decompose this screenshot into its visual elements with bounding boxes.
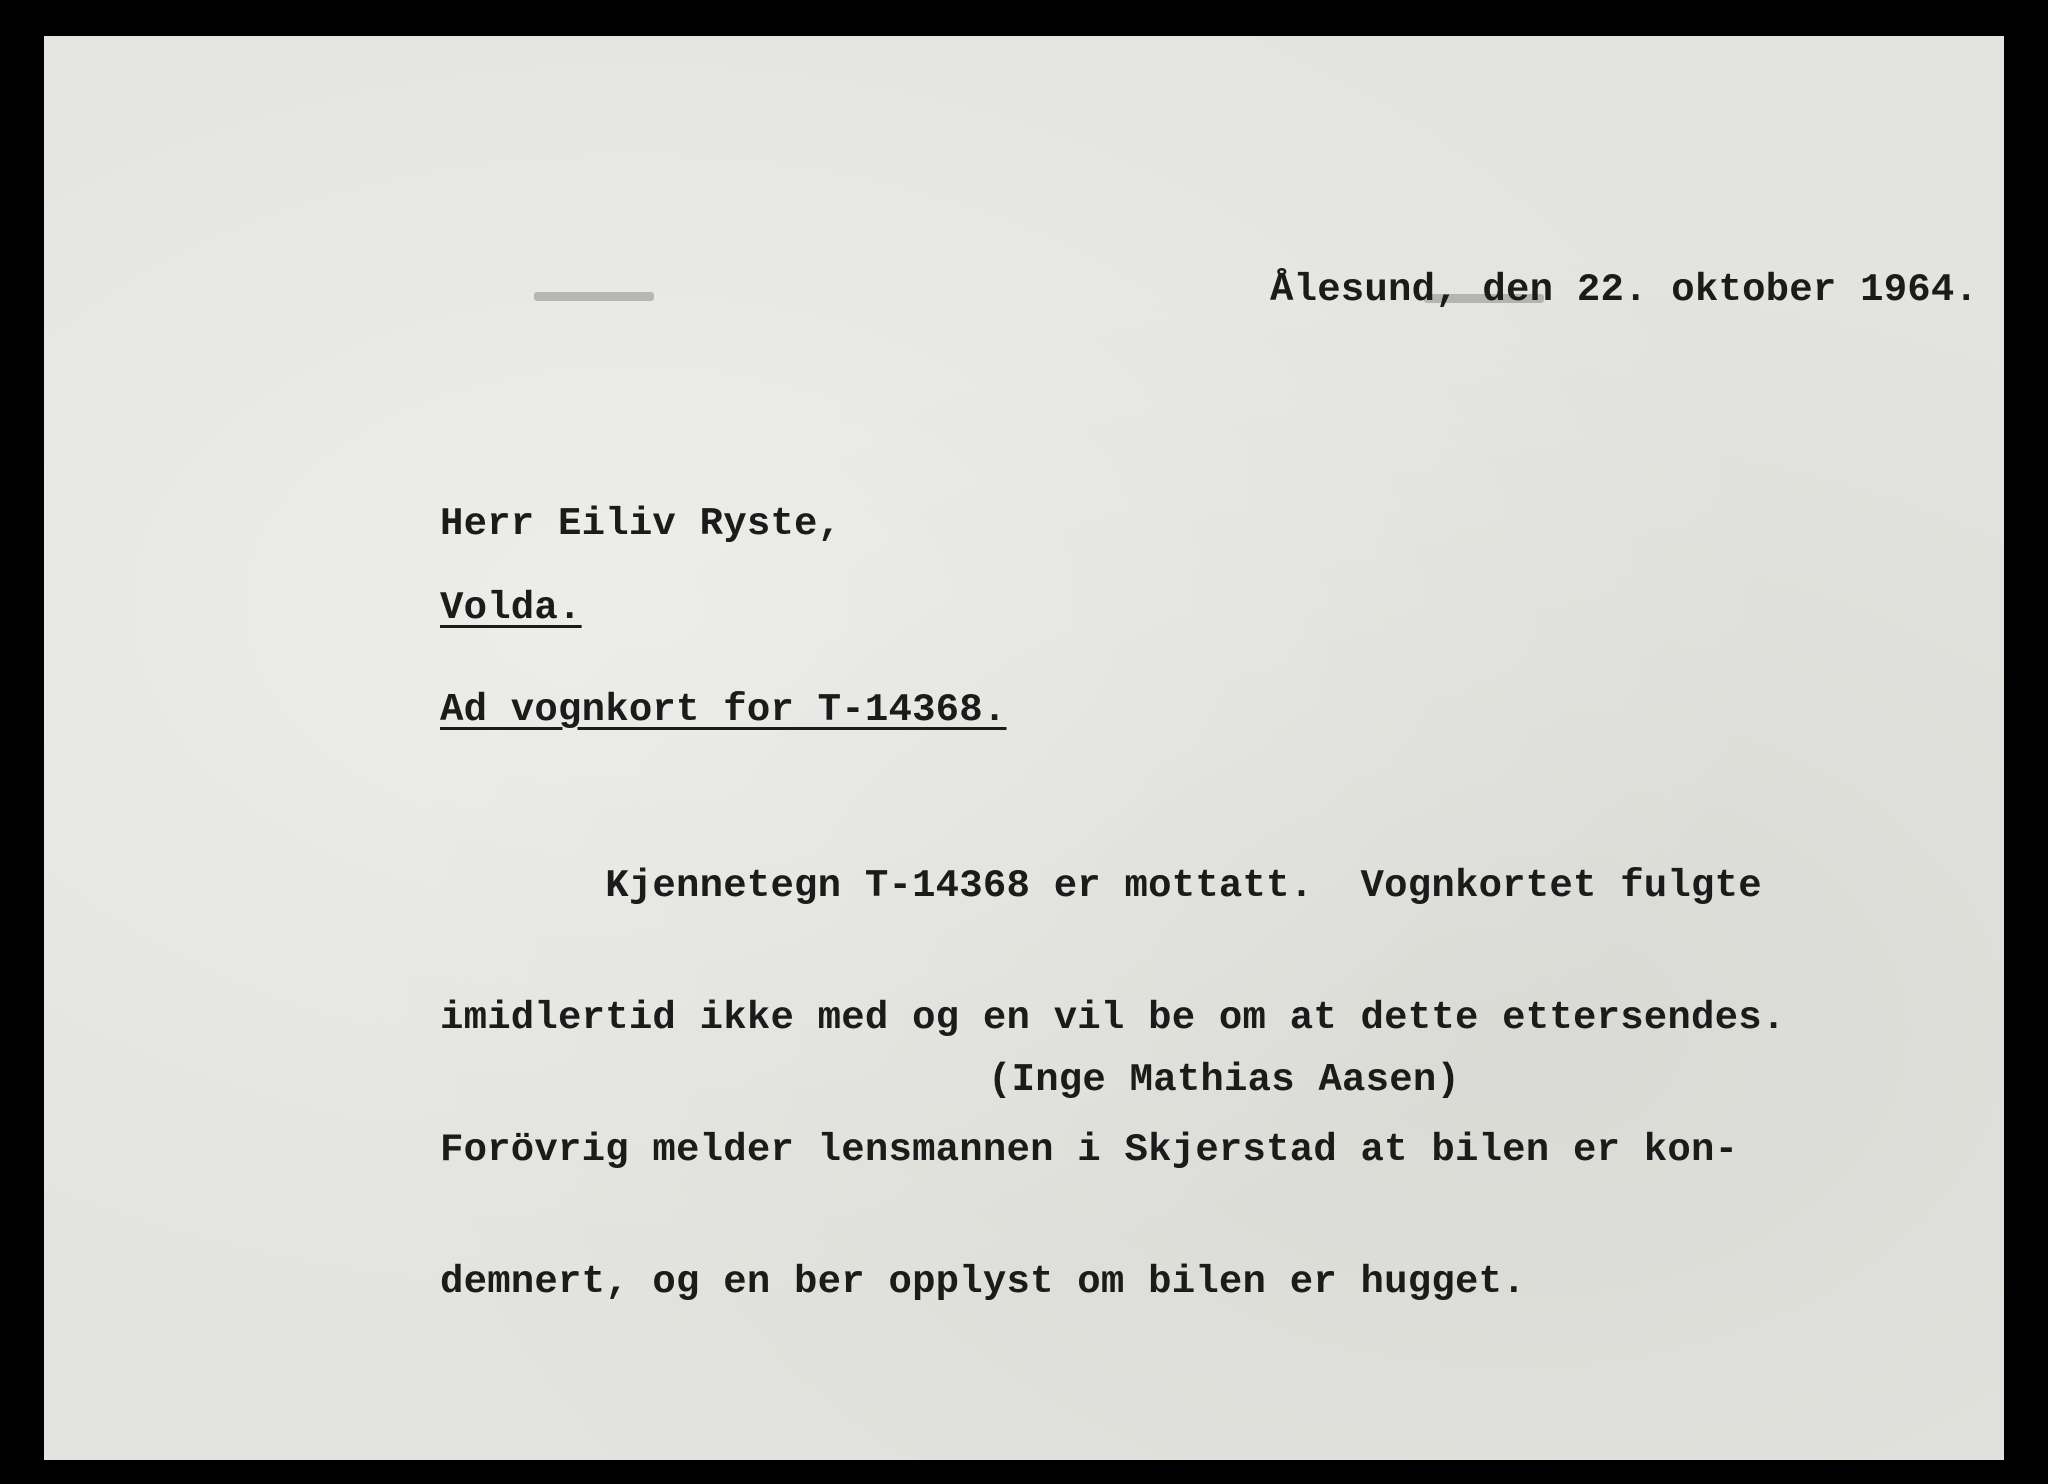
letter-sheet xyxy=(44,36,2004,1460)
recipient-name: Herr Eiliv Ryste, xyxy=(440,502,842,546)
faint-mark-left xyxy=(534,292,654,301)
body-line: Kjennetegn T-14368 er mottatt. Vognkortet fulgte xyxy=(440,864,1762,908)
signature: (Inge Mathias Aasen) xyxy=(988,1058,1461,1102)
body-line: demnert, og en ber opplyst om bilen er hugget. xyxy=(440,1260,1526,1304)
recipient-place: Volda. xyxy=(440,586,582,630)
place-date: Ålesund, den 22. oktober 1964. xyxy=(1270,268,1979,312)
subject-line: Ad vognkort for T-14368. xyxy=(440,688,1007,732)
body-line: imidlertid ikke med og en vil be om at dette ettersendes. xyxy=(440,996,1786,1040)
body-line: Forövrig melder lensmannen i Skjerstad at bilen er kon- xyxy=(440,1128,1739,1172)
